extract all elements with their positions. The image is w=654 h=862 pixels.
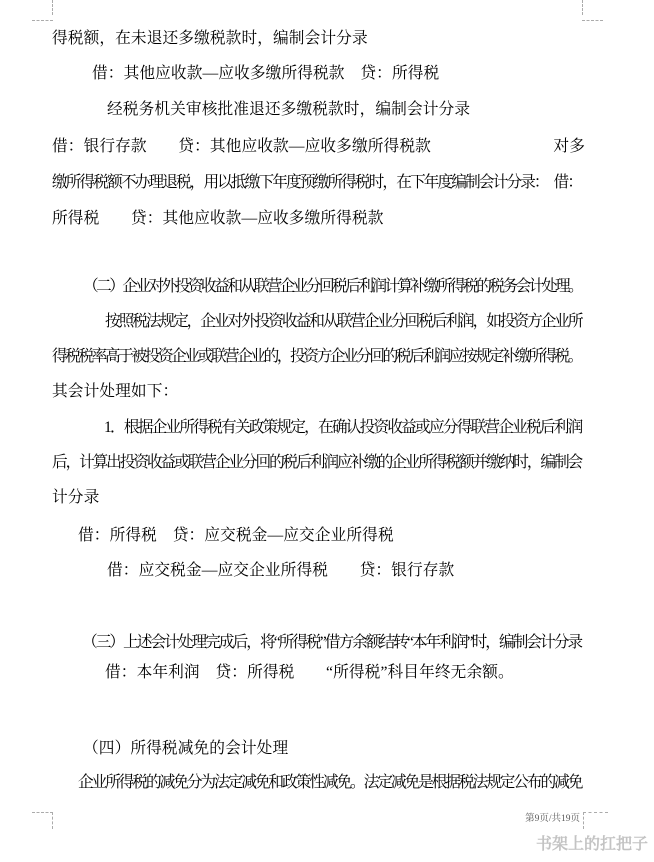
crop-mark-top-left-v <box>52 0 53 15</box>
text-line: 所得税 贷：其他应收款—应收多缴所得税款 <box>52 210 384 227</box>
crop-mark-top-right-v <box>582 0 583 15</box>
text-line: 得税额，在未退还多缴税款时，编制会计分录 <box>52 30 368 47</box>
watermark-text: 书架上的扛把子 <box>535 836 648 853</box>
crop-mark-bottom-left-v <box>52 812 53 829</box>
text-segment: 借：银行存款 贷：其他应收款—应收多缴所得税款 <box>52 138 431 155</box>
text-line: 企业所得税的减免分为法定减免和政策性减免。法定减免是根据税法规定公布的减免 <box>78 774 582 791</box>
crop-mark-bottom-right-h <box>583 812 608 813</box>
section-heading: （四）所得税减免的会计处理 <box>83 740 289 757</box>
text-line: 计分录 <box>52 489 100 506</box>
text-line: 后，计算出投资收益或联营企业分回的税后利润应补缴的企业所得税额并缴纳时，编制会 <box>52 454 582 471</box>
text-line: 1．根据企业所得税有关政策规定，在确认投资收益或应分得联营企业税后利润 <box>104 419 582 436</box>
text-line: 其会计处理如下： <box>52 383 179 400</box>
text-line: 借：本年利润 贷：所得税 “所得税”科目年终无余额。 <box>105 664 514 681</box>
text-line: 借：其他应收款—应收多缴所得税款 贷：所得税 <box>92 65 440 82</box>
crop-mark-top-right-h <box>582 20 603 21</box>
text-segment: 对多 <box>553 138 585 155</box>
text-line: 缴所得税额不办理退税，用以抵缴下年度预缴所得税时，在下年度编制会计分录： 借： <box>52 174 582 191</box>
text-line: 借：所得税 贷：应交税金—应交企业所得税 <box>78 527 394 544</box>
page-number-indicator: 第9页/共19页 <box>525 814 580 824</box>
crop-mark-bottom-right-v <box>583 812 584 829</box>
text-line: 按照税法规定，企业对外投资收益和从联营企业分回税后利润，如投资方企业所 <box>105 313 582 330</box>
text-line: 得税税率高于被投资企业或联营企业的，投资方企业分回的税后利润应按规定补缴所得税。 <box>52 348 581 365</box>
section-heading: （三）上述会计处理完成后，将“所得税”借方余额结转“本年利润”时，编制会计分录 <box>82 634 582 651</box>
text-line <box>52 138 585 155</box>
text-line: 借：应交税金—应交企业所得税 贷：银行存款 <box>107 562 455 579</box>
crop-mark-bottom-left-h <box>32 812 53 813</box>
text-line: 经税务机关审核批准退还多缴税款时，编制会计分录 <box>107 101 471 118</box>
crop-mark-top-left-h <box>32 20 53 21</box>
section-heading: （二）企业对外投资收益和从联营企业分回税后利润计算补缴所得税的税务会计处理。 <box>83 278 582 295</box>
